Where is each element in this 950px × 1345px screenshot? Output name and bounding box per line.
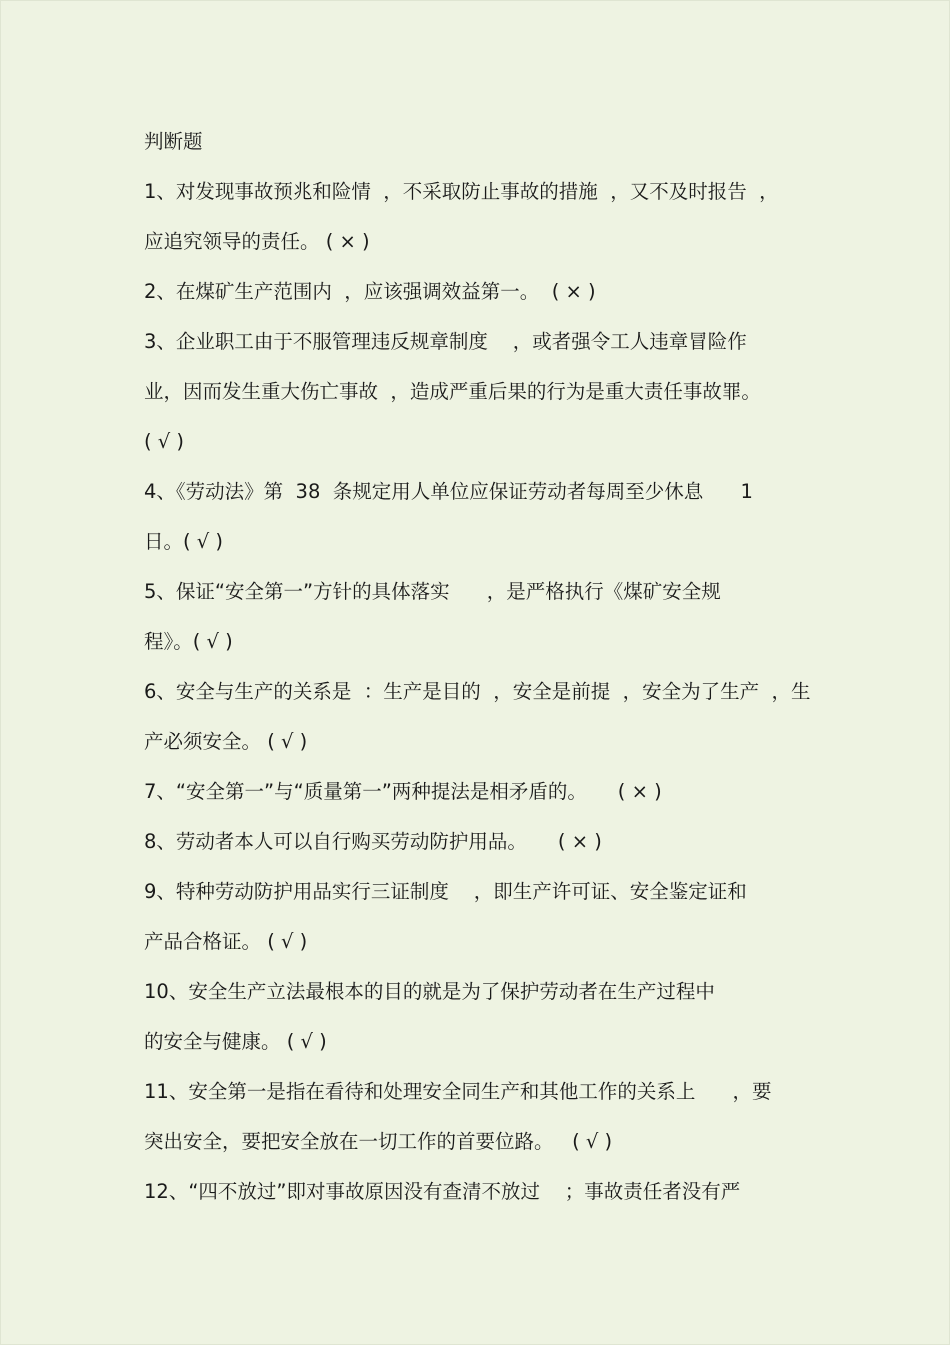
text-line: 业，因而发生重大伤亡事故 ，造成严重后果的行为是重大责任事故罪。: [144, 380, 761, 403]
text-line: 5、保证“安全第一”方针的具体落实 ，是严格执行《煤矿安全规: [144, 580, 721, 603]
text-line: 产品合格证。 ( √ ): [144, 930, 308, 953]
document-body: [144, 117, 814, 1217]
text-line: 的安全与健康。 ( √ ): [144, 1030, 327, 1053]
text-line: 12、“四不放过”即对事故原因没有查清不放过 ；事故责任者没有严: [144, 1180, 741, 1203]
text-line: 4、《劳动法》第 38 条规定用人单位应保证劳动者每周至少休息 1: [144, 480, 753, 503]
text-line: 6、安全与生产的关系是 ：生产是目的 ，安全是前提 ，安全为了生产 ，生: [144, 680, 811, 703]
text-line: 3、企业职工由于不服管理违反规章制度 ，或者强令工人违章冒险作: [144, 330, 747, 353]
text-line: 1、对发现事故预兆和险情 ，不采取防止事故的措施 ，又不及时报告 ，: [144, 180, 779, 203]
text-line: 7、“安全第一”与“质量第一”两种提法是相矛盾的。 ( × ): [144, 780, 662, 803]
text-line: 产必须安全。 ( √ ): [144, 730, 308, 753]
text-line: 应追究领导的责任。 ( × ): [144, 230, 370, 253]
text-line: 突出安全，要把安全放在一切工作的首要位路。 ( √ ): [144, 1130, 613, 1153]
text-line: 2、在煤矿生产范围内 ，应该强调效益第一。 ( × ): [144, 280, 596, 303]
text-line: 程》。( √ ): [144, 630, 233, 653]
text-line: 11、安全第一是指在看待和处理安全同生产和其他工作的关系上 ，要: [144, 1080, 772, 1103]
text-line: 9、特种劳动防护用品实行三证制度 ，即生产许可证、安全鉴定证和: [144, 880, 747, 903]
text-line: 日。( √ ): [144, 530, 224, 553]
text-line: 8、劳动者本人可以自行购买劳动防护用品。 ( × ): [144, 830, 602, 853]
text-line: 10、安全生产立法最根本的目的就是为了保护劳动者在生产过程中: [144, 980, 715, 1003]
section-heading: 判断题: [144, 130, 203, 153]
text-line: ( √ ): [144, 430, 185, 453]
